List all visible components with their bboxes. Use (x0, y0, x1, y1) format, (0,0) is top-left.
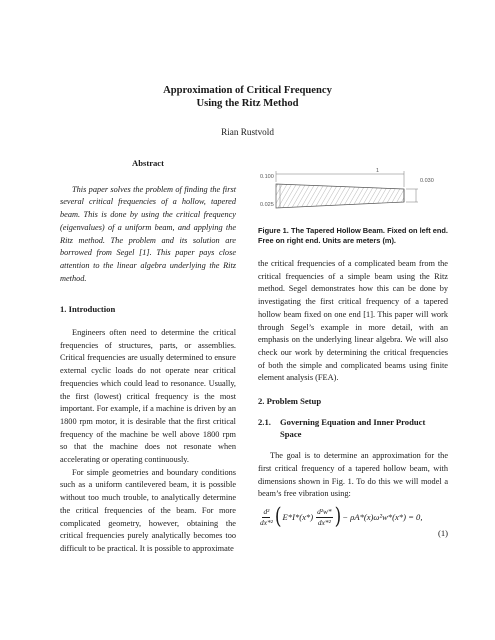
tapered-beam-diagram (258, 162, 448, 220)
intro-paragraph-1: Engineers often need to determine the critical frequencies of structures, parts, or assemblies. Critical frequencies are usually determined to ensure external cyclic loads do not operate near critical frequencies which could lead to resonance. Usually, the first (lowest) critical frequency is the most important. For example, if a machine is driven by an 1800 rpm motor, it is desirable that the first critical frequency of the machine be well above 1800 rpm so that the machine does not resonate when accelerating or operating continuously. (60, 328, 236, 465)
equation-number: (1) (437, 527, 448, 538)
author: Rian Rustvold (221, 127, 274, 137)
right-column (258, 162, 448, 539)
abstract-body: This paper solves the problem of finding the first several critical frequencies of a hollow, tapered beam. This is done by using the critical frequency (eigenvalues) of a uniform beam, and applying the Ritz method. The problem and its solution are borrowed from Segel [1]. This paper pays close attention to the linear algebra underlying the Ritz method. (60, 184, 236, 283)
label-right: 0.030 (420, 178, 434, 184)
equation-rest: − ρA*(x)ω²w*(x*) = 0, (342, 512, 423, 523)
intro-paragraph-2: For simple geometries and boundary conditions such as a uniform cantilevered beam, it is possible without too much trouble, to analytically determine the critical frequencies of the beam. For more complicated geometry, however, obtaining the critical frequencies purely analytically becomes too difficult to be practical. It is possible to approximate (60, 467, 236, 553)
label-bottom-left: 0.025 (260, 202, 274, 208)
stiffness-term: E*I*(x*) (282, 512, 314, 523)
frac2-numerator: d²w* (317, 506, 332, 516)
derivative-operator (260, 507, 273, 528)
problem-setup-heading: 2. Problem Setup (258, 396, 322, 407)
left-column (60, 157, 236, 556)
figure-caption: Figure 1. The Tapered Hollow Beam. Fixed on left end. Free on right end. Units are meters (m). (258, 226, 448, 245)
beam-outline (276, 184, 404, 208)
paper-title (0, 84, 495, 110)
title-line-1: Approximation of Critical Frequency (163, 85, 332, 96)
right-paragraph-2: The goal is to determine an approximation for the first critical frequency of a tapered hollow beam, with dimensions shown in Fig. 1. To do this we will model a beam’s free vibration using: (258, 451, 448, 499)
label-length: 1 (376, 168, 380, 174)
subsection-number: 2.1. (258, 416, 271, 427)
frac1-denominator: dx*² (260, 517, 273, 527)
governing-equation-heading (258, 416, 448, 441)
abstract-heading: Abstract (132, 158, 164, 168)
figure-1 (258, 162, 448, 220)
equation-body (258, 503, 423, 530)
title-line-2: Using the Ritz Method (196, 98, 299, 109)
subsection-title: Governing Equation and Inner Product Space (280, 416, 426, 440)
right-paren: ) (334, 503, 342, 530)
frac2-denominator: dx*² (317, 517, 331, 527)
introduction-heading: 1. Introduction (60, 304, 116, 315)
second-derivative (316, 507, 333, 528)
frac1-numerator: d² (263, 506, 270, 516)
label-top-left: 0.100 (260, 174, 274, 180)
right-paragraph-1: the critical frequencies of a complicated beam from the critical frequencies of a simple beam using the Ritz method. Segel demonstrates how this can be done by investigating the first critical frequency of a tapered hollow beam fixed on one end [1]. This paper will work through Segel’s example in more detail, with an emphasis on the underlying linear algebra. We will also check our work by determining the critical frequencies of both the simple and complicated beams using finite element analysis (FEA). (258, 259, 448, 383)
equation-1 (258, 505, 448, 539)
left-paren: ( (274, 503, 282, 530)
